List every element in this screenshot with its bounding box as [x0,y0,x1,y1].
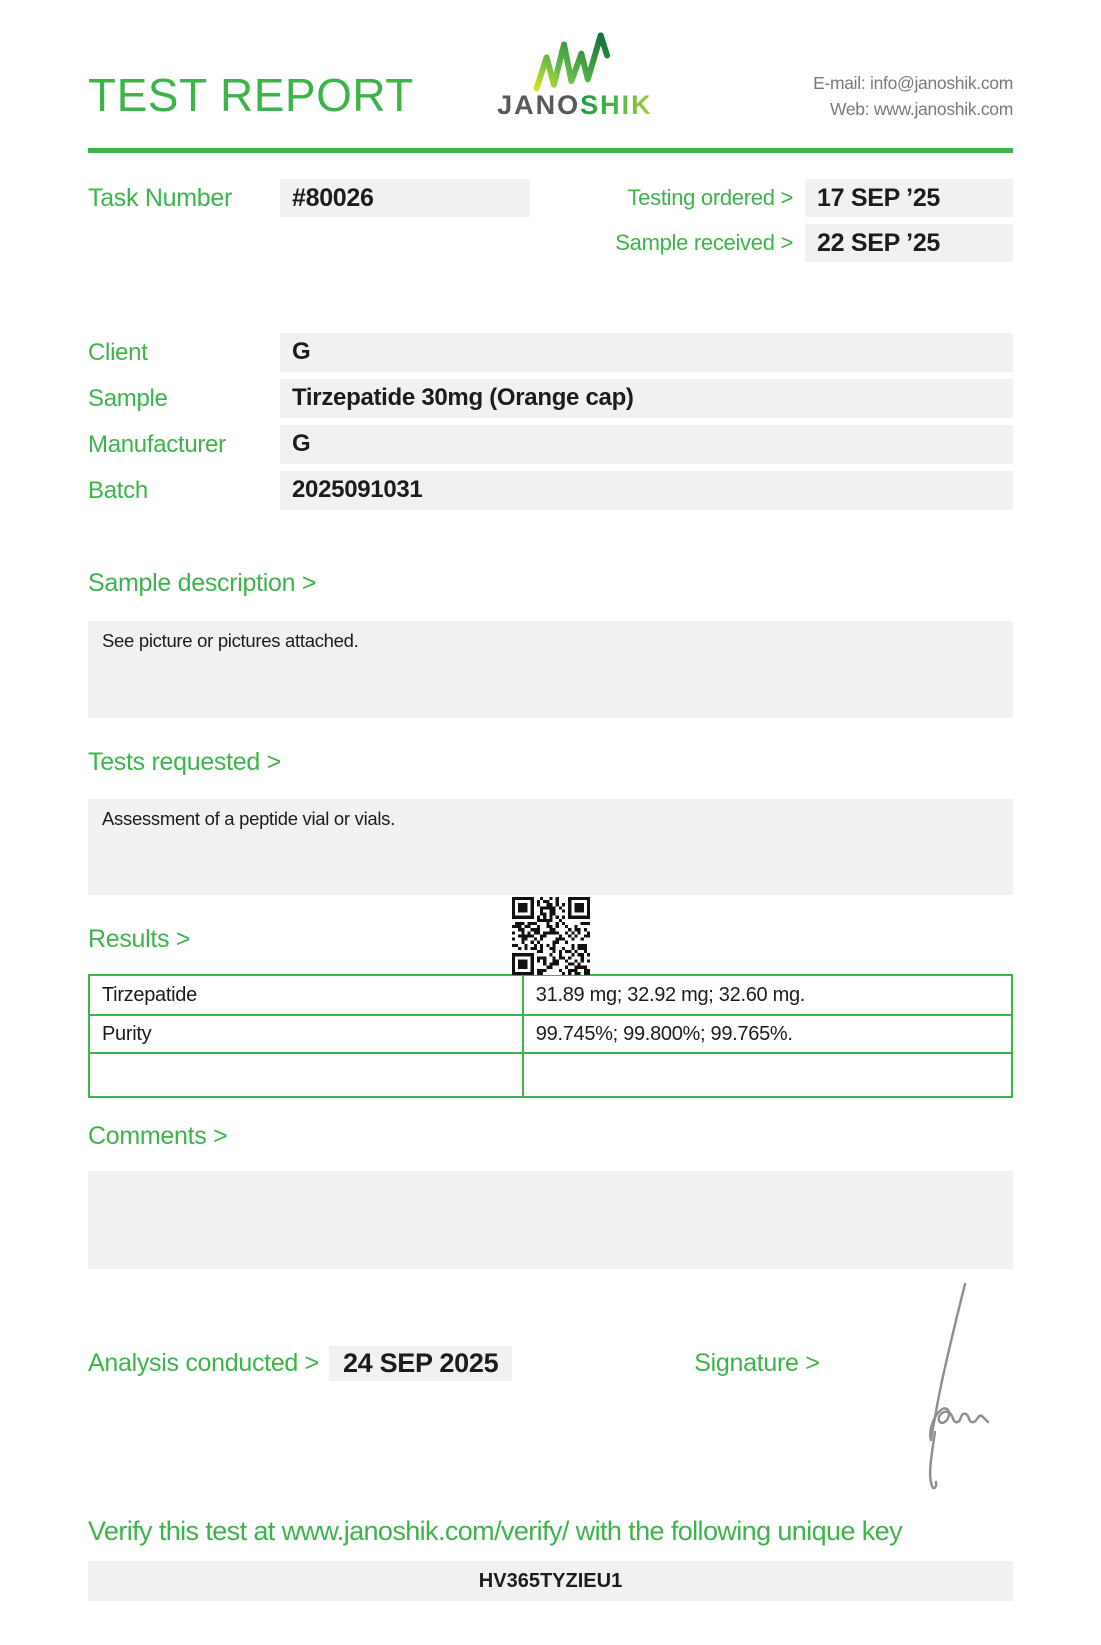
table-row [89,1053,1012,1097]
signature-label: Signature > [694,1349,820,1377]
batch-label: Batch [88,477,148,504]
comments-box [88,1171,1013,1269]
qr-code [512,897,590,975]
sample-value: Tirzepatide 30mg (Orange cap) [280,379,1013,418]
sample-received-row [615,224,1013,262]
detail-row-manufacturer [88,425,1013,464]
result-value [523,1053,1012,1097]
testing-ordered-row [615,179,1013,217]
result-value: 31.89 mg; 32.92 mg; 32.60 mg. [523,975,1012,1015]
tests-requested-box: Assessment of a peptide vial or vials. [88,799,1013,895]
header-divider [88,148,1013,153]
sample-description-heading: Sample description > [88,569,317,597]
web-value: www.janoshik.com [873,99,1013,120]
table-row [89,975,1012,1015]
task-section [88,179,1013,262]
brand-jano: JANO [497,90,581,120]
task-number-row [88,179,530,217]
result-name: Tirzepatide [89,975,523,1015]
tests-requested-heading: Tests requested > [88,748,281,776]
result-name [89,1053,523,1097]
brand-wordmark [480,90,670,121]
contact-email [813,70,1013,96]
email-value: info@janoshik.com [869,73,1013,93]
manufacturer-label: Manufacturer [88,431,226,458]
analysis-date-value: 24 SEP 2025 [329,1346,512,1381]
sample-received-value: 22 SEP ’25 [805,224,1013,262]
analysis-row [88,1346,1013,1381]
client-label: Client [88,339,148,366]
chart-peaks-icon [531,28,619,94]
header [88,0,1013,124]
comments-heading: Comments > [88,1122,228,1150]
verify-instruction: Verify this test at www.janoshik.com/verify/ with the following unique key [88,1516,902,1546]
testing-ordered-label: Testing ordered > [627,185,793,210]
client-value: G [280,333,1013,372]
unique-key-value: HV365TYZIEU1 [88,1561,1013,1601]
janoshik-logo [480,28,670,121]
brand-shik: SHIK [580,90,653,120]
analysis-conducted-label: Analysis conducted > [88,1349,319,1377]
sample-description-box: See picture or pictures attached. [88,621,1013,718]
manufacturer-value: G [280,425,1013,464]
sample-received-label: Sample received > [615,230,793,255]
table-row [89,1015,1012,1053]
dates-block [615,179,1013,262]
detail-row-sample [88,379,1013,418]
web-label: Web: [829,99,870,120]
result-value: 99.745%; 99.800%; 99.765%. [523,1015,1012,1053]
task-number-value: #80026 [280,179,530,217]
results-section [88,895,1013,1098]
sample-label: Sample [88,385,168,412]
detail-row-client [88,333,1013,372]
task-number-label: Task Number [88,183,232,212]
page-title: TEST REPORT [88,69,414,121]
result-name: Purity [89,1015,523,1053]
contact-block [813,70,1013,123]
results-table [88,974,1013,1098]
results-heading: Results > [88,925,191,953]
detail-row-batch [88,471,1013,510]
batch-value: 2025091031 [280,471,1013,510]
details-section [88,333,1013,510]
testing-ordered-value: 17 SEP ’25 [805,179,1013,217]
email-label: E-mail: [813,73,866,93]
contact-web [813,96,1013,122]
signature-scrawl [891,1280,1001,1492]
